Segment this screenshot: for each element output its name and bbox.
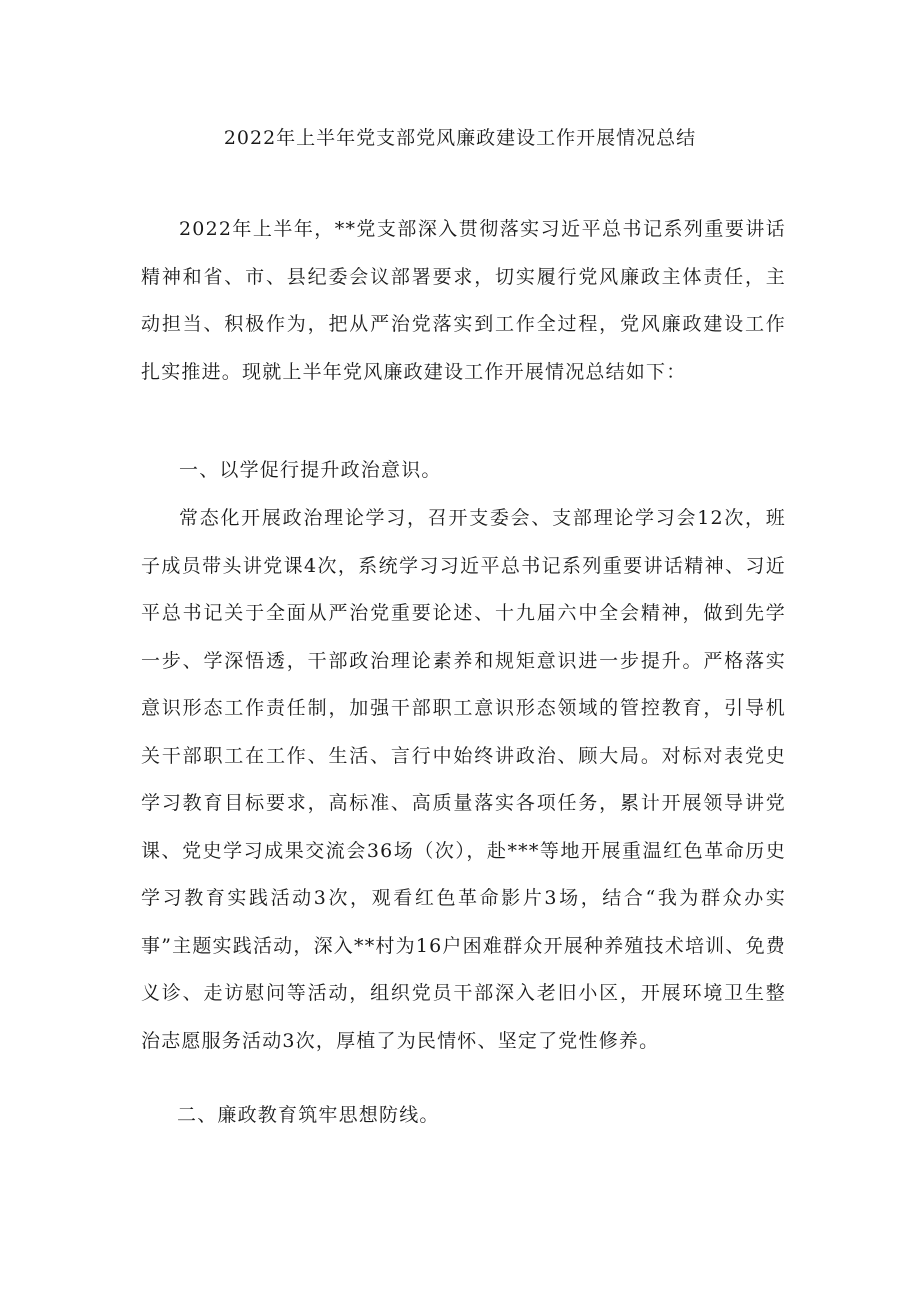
section-heading-1: 一、以学促行提升政治意识。 bbox=[179, 459, 442, 481]
section-body-1: 常态化开展政治理论学习，召开支委会、支部理论学习会12次，班子成员带头讲党课4次，系统学习习近平总书记系列重要讲话精神、习近平总书记关于全面从严治党重要论述、十九届六中全会精神，做到先学一步、学深悟透，干部政治理论素养和规矩意识进一步提升。严格落实意识形态工作责任制，加强干部职工意识形态领域的管控教育，引导机关干部职工在工作、生活、言行中始终讲政治、顾大局。对标对表党史学习教育目标要求，高标准、高质量落实各项任务，累计开展领导讲党课、党史学习成果交流会36场（次），赴***等地开展重温红色革命历史学习教育实践活动3次，观看红色革命影片3场，结合“我为群众办实事”主题实践活动，深入**村为16户困难群众开展种养殖技术培训、免费义诊、走访慰问等活动，组织党员干部深入老旧小区，开展环境卫生整治志愿服务活动3次，厚植了为民情怀、坚定了党性修养。 bbox=[141, 507, 786, 1052]
intro-paragraph: 2022年上半年，**党支部深入贯彻落实习近平总书记系列重要讲话精神和省、市、县纪委会议部署要求，切实履行党风廉政主体责任，主动担当、积极作为，把从严治党落实到工作全过程，党风廉政建设工作扎实推进。现就上半年党风廉政建设工作开展情况总结如下： bbox=[141, 218, 786, 383]
document-title: 2022年上半年党支部党风廉政建设工作开展情况总结 bbox=[223, 127, 697, 149]
section-heading-2: 二、廉政教育筑牢思想防线。 bbox=[177, 1104, 440, 1126]
